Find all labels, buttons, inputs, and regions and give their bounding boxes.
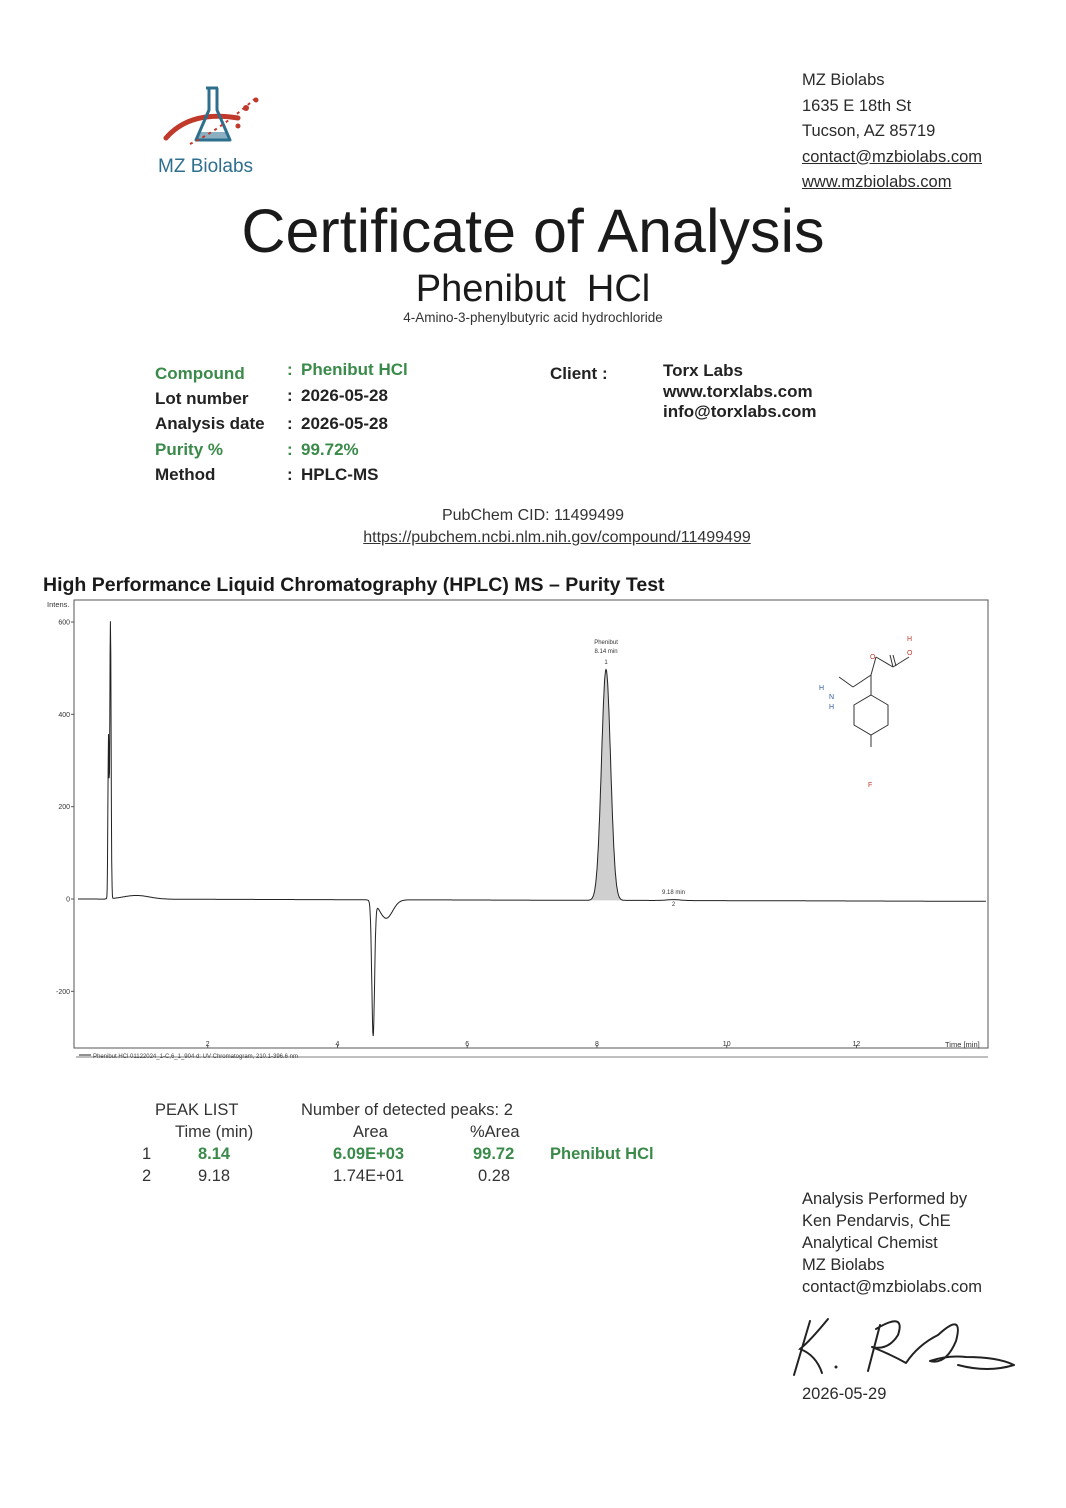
row-number: 1 [142, 1145, 152, 1163]
sig-line-5: contact@mzbiolabs.com [802, 1278, 982, 1296]
peak-2-number-label: 2 [671, 902, 676, 909]
y-tick-label: 200 [58, 804, 70, 812]
atom-label: H [819, 685, 825, 692]
purity-value: 99.72% [301, 440, 359, 459]
address-email-link[interactable]: contact@mzbiolabs.com [802, 147, 982, 166]
client-name: Torx Labs [663, 361, 743, 380]
x-tick-label: 2 [205, 1041, 210, 1048]
x-tick-label: 4 [335, 1041, 340, 1048]
address-street: 1635 E 18th St [802, 96, 912, 115]
product-name: Phenibut HCl [415, 268, 651, 310]
y-tick-label: -200 [55, 988, 70, 996]
colon: : [287, 386, 293, 405]
colon: : [287, 360, 293, 379]
address-city: Tucson, AZ 85719 [802, 122, 936, 140]
atom-label: O [907, 650, 913, 657]
client-label: Client : [550, 364, 608, 383]
detected-peaks-count: Number of detected peaks: 2 [301, 1101, 513, 1119]
colon: : [287, 414, 293, 433]
peak-1-name-label: Phenibut [594, 640, 618, 647]
peak-list-header: PEAK LIST [155, 1101, 239, 1119]
col-pct-header: %Area [470, 1123, 520, 1141]
x-axis-label: Time [min] [945, 1040, 980, 1049]
handwritten-signature [788, 1305, 1028, 1385]
x-tick-label: 12 [852, 1041, 861, 1048]
y-tick-label: 600 [58, 619, 70, 627]
logo-icon [160, 82, 270, 154]
y-tick-label: 400 [58, 711, 70, 719]
sig-line-3: Analytical Chemist [802, 1234, 938, 1252]
compound-value: Phenibut HCl [301, 360, 408, 379]
row-time: 9.18 [198, 1167, 231, 1185]
col-area-header: Area [353, 1123, 388, 1141]
row-area: 1.74E+01 [333, 1167, 405, 1185]
method-label: Method [155, 465, 216, 484]
client-email: info@torxlabs.com [663, 402, 817, 421]
logo-text: MZ Biolabs [158, 156, 254, 177]
pubchem-link[interactable]: https://pubchem.ncbi.nlm.nih.gov/compound/11499499 [363, 529, 751, 546]
row-pct: 99.72 [473, 1145, 515, 1163]
sig-line-1: Analysis Performed by [802, 1190, 968, 1208]
row-area: 6.09E+03 [333, 1145, 405, 1163]
y-tick-label: 0 [66, 896, 70, 904]
analysis-date-label: Analysis date [155, 414, 265, 433]
sig-line-4: MZ Biolabs [802, 1256, 885, 1274]
chart-frame [74, 600, 988, 1048]
pubchem-cid: PubChem CID: 11499499 [441, 507, 625, 524]
address-name: MZ Biolabs [802, 71, 885, 89]
peak-1-time-label: 8.14 min [594, 649, 618, 656]
peak-2-time-label: 9.18 min [661, 890, 686, 897]
lab-address [802, 68, 982, 196]
row-name: Phenibut HCl [550, 1145, 654, 1163]
client-info [663, 361, 817, 423]
peak-1-number-label: 1 [604, 660, 608, 667]
atom-label: H [829, 704, 835, 711]
method-value: HPLC-MS [301, 465, 379, 484]
x-tick-label: 8 [595, 1041, 599, 1048]
address-website-link[interactable]: www.mzbiolabs.com [802, 173, 952, 191]
y-axis-label: Intens. [47, 600, 70, 609]
chart-legend: Phenibut HCl 01122024_1-C,6_1_904 d: UV Chromatogram, 210.1-396.6 nm [93, 1054, 299, 1060]
lot-label: Lot number [155, 389, 249, 408]
lot-value: 2026-05-28 [301, 386, 388, 405]
row-pct: 0.28 [478, 1167, 511, 1185]
atom-label: O [870, 654, 876, 661]
colon: : [287, 465, 293, 484]
signature-block [802, 1188, 982, 1298]
hplc-section-title: High Performance Liquid Chromatography (HPLC) MS – Purity Test [43, 574, 665, 596]
x-tick-label: 10 [722, 1041, 731, 1048]
atom-label: F [868, 782, 873, 789]
page-title: Certificate of Analysis [241, 197, 825, 265]
row-time: 8.14 [198, 1145, 231, 1163]
atom-label: N [829, 694, 835, 701]
row-number: 2 [142, 1167, 152, 1185]
analysis-date-value: 2026-05-28 [301, 414, 388, 433]
colon: : [287, 440, 293, 459]
purity-label: Purity % [155, 440, 224, 459]
sig-line-2: Ken Pendarvis, ChE [802, 1212, 951, 1230]
chemical-name: 4-Amino-3-phenylbutyric acid hydrochloride [403, 310, 663, 325]
col-time-header: Time (min) [175, 1123, 254, 1141]
compound-label: Compound [155, 364, 245, 383]
atom-label: H [907, 636, 913, 643]
hplc-chromatogram [43, 597, 993, 1067]
x-tick-label: 6 [465, 1041, 470, 1048]
signature-date: 2026-05-29 [802, 1385, 887, 1403]
client-website: www.torxlabs.com [663, 381, 813, 401]
